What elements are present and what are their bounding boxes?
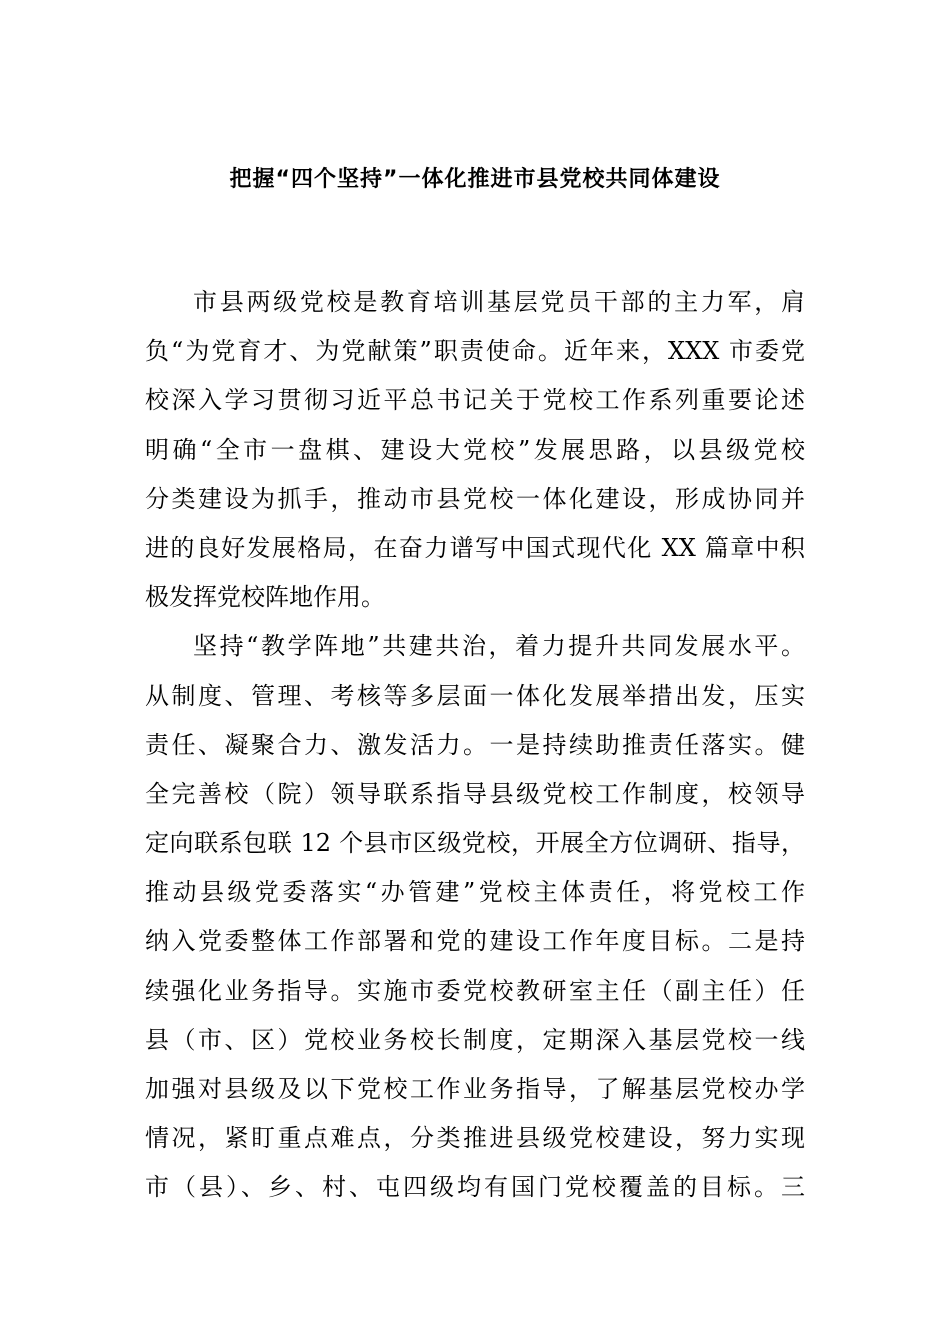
paragraph-line: 全完善校（院）领导联系指导县级党校工作制度，校领导: [145, 779, 805, 808]
paragraph-line: 明确“全市一盘棋、建设大党校”发展思路，以县级党校: [145, 435, 805, 464]
paragraph-line: 定向联系包联 12 个县市区级党校，开展全方位调研、指导，: [145, 829, 805, 858]
paragraph-line: 从制度、管理、考核等多层面一体化发展举措出发，压实: [145, 681, 805, 710]
paragraph-line: 纳入党委整体工作部署和党的建设工作年度目标。二是持: [145, 927, 805, 956]
paragraph-line: 县（市、区）党校业务校长制度，定期深入基层党校一线: [145, 1025, 805, 1054]
paragraph-line: 分类建设为抓手，推动市县党校一体化建设，形成协同并: [145, 484, 805, 513]
paragraph-line: 极发挥党校阵地作用。: [145, 583, 385, 612]
document-title: 把握“四个坚持”一体化推进市县党校共同体建设: [229, 167, 721, 192]
paragraph-line: 情况，紧盯重点难点，分类推进县级党校建设，努力实现: [145, 1124, 805, 1153]
paragraph-line: 坚持“教学阵地”共建共治，着力提升共同发展水平。: [193, 632, 805, 661]
document-body: [145, 278, 805, 1213]
paragraph-line: 责任、凝聚合力、激发活力。一是持续助推责任落实。健: [145, 730, 805, 759]
paragraph-line: 市县两级党校是教育培训基层党员干部的主力军，肩: [193, 288, 805, 316]
paragraph-line: 推动县级党委落实“办管建”党校主体责任，将党校工作: [145, 878, 805, 907]
paragraph-line: 加强对县级及以下党校工作业务指导，了解基层党校办学: [145, 1075, 805, 1103]
paragraph-line: 续强化业务指导。实施市委党校教研室主任（副主任）任: [145, 976, 805, 1005]
paragraph-line: 进的良好发展格局，在奋力谱写中国式现代化 XX 篇章中积: [145, 533, 805, 562]
paragraph-line: 市（县）、乡、村、屯四级均有国门党校覆盖的目标。三: [145, 1173, 805, 1202]
paragraph-line: 负“为党育才、为党献策”职责使命。近年来，XXX 市委党: [145, 337, 805, 366]
paragraph-line: 校深入学习贯彻习近平总书记关于党校工作系列重要论述: [145, 386, 805, 415]
